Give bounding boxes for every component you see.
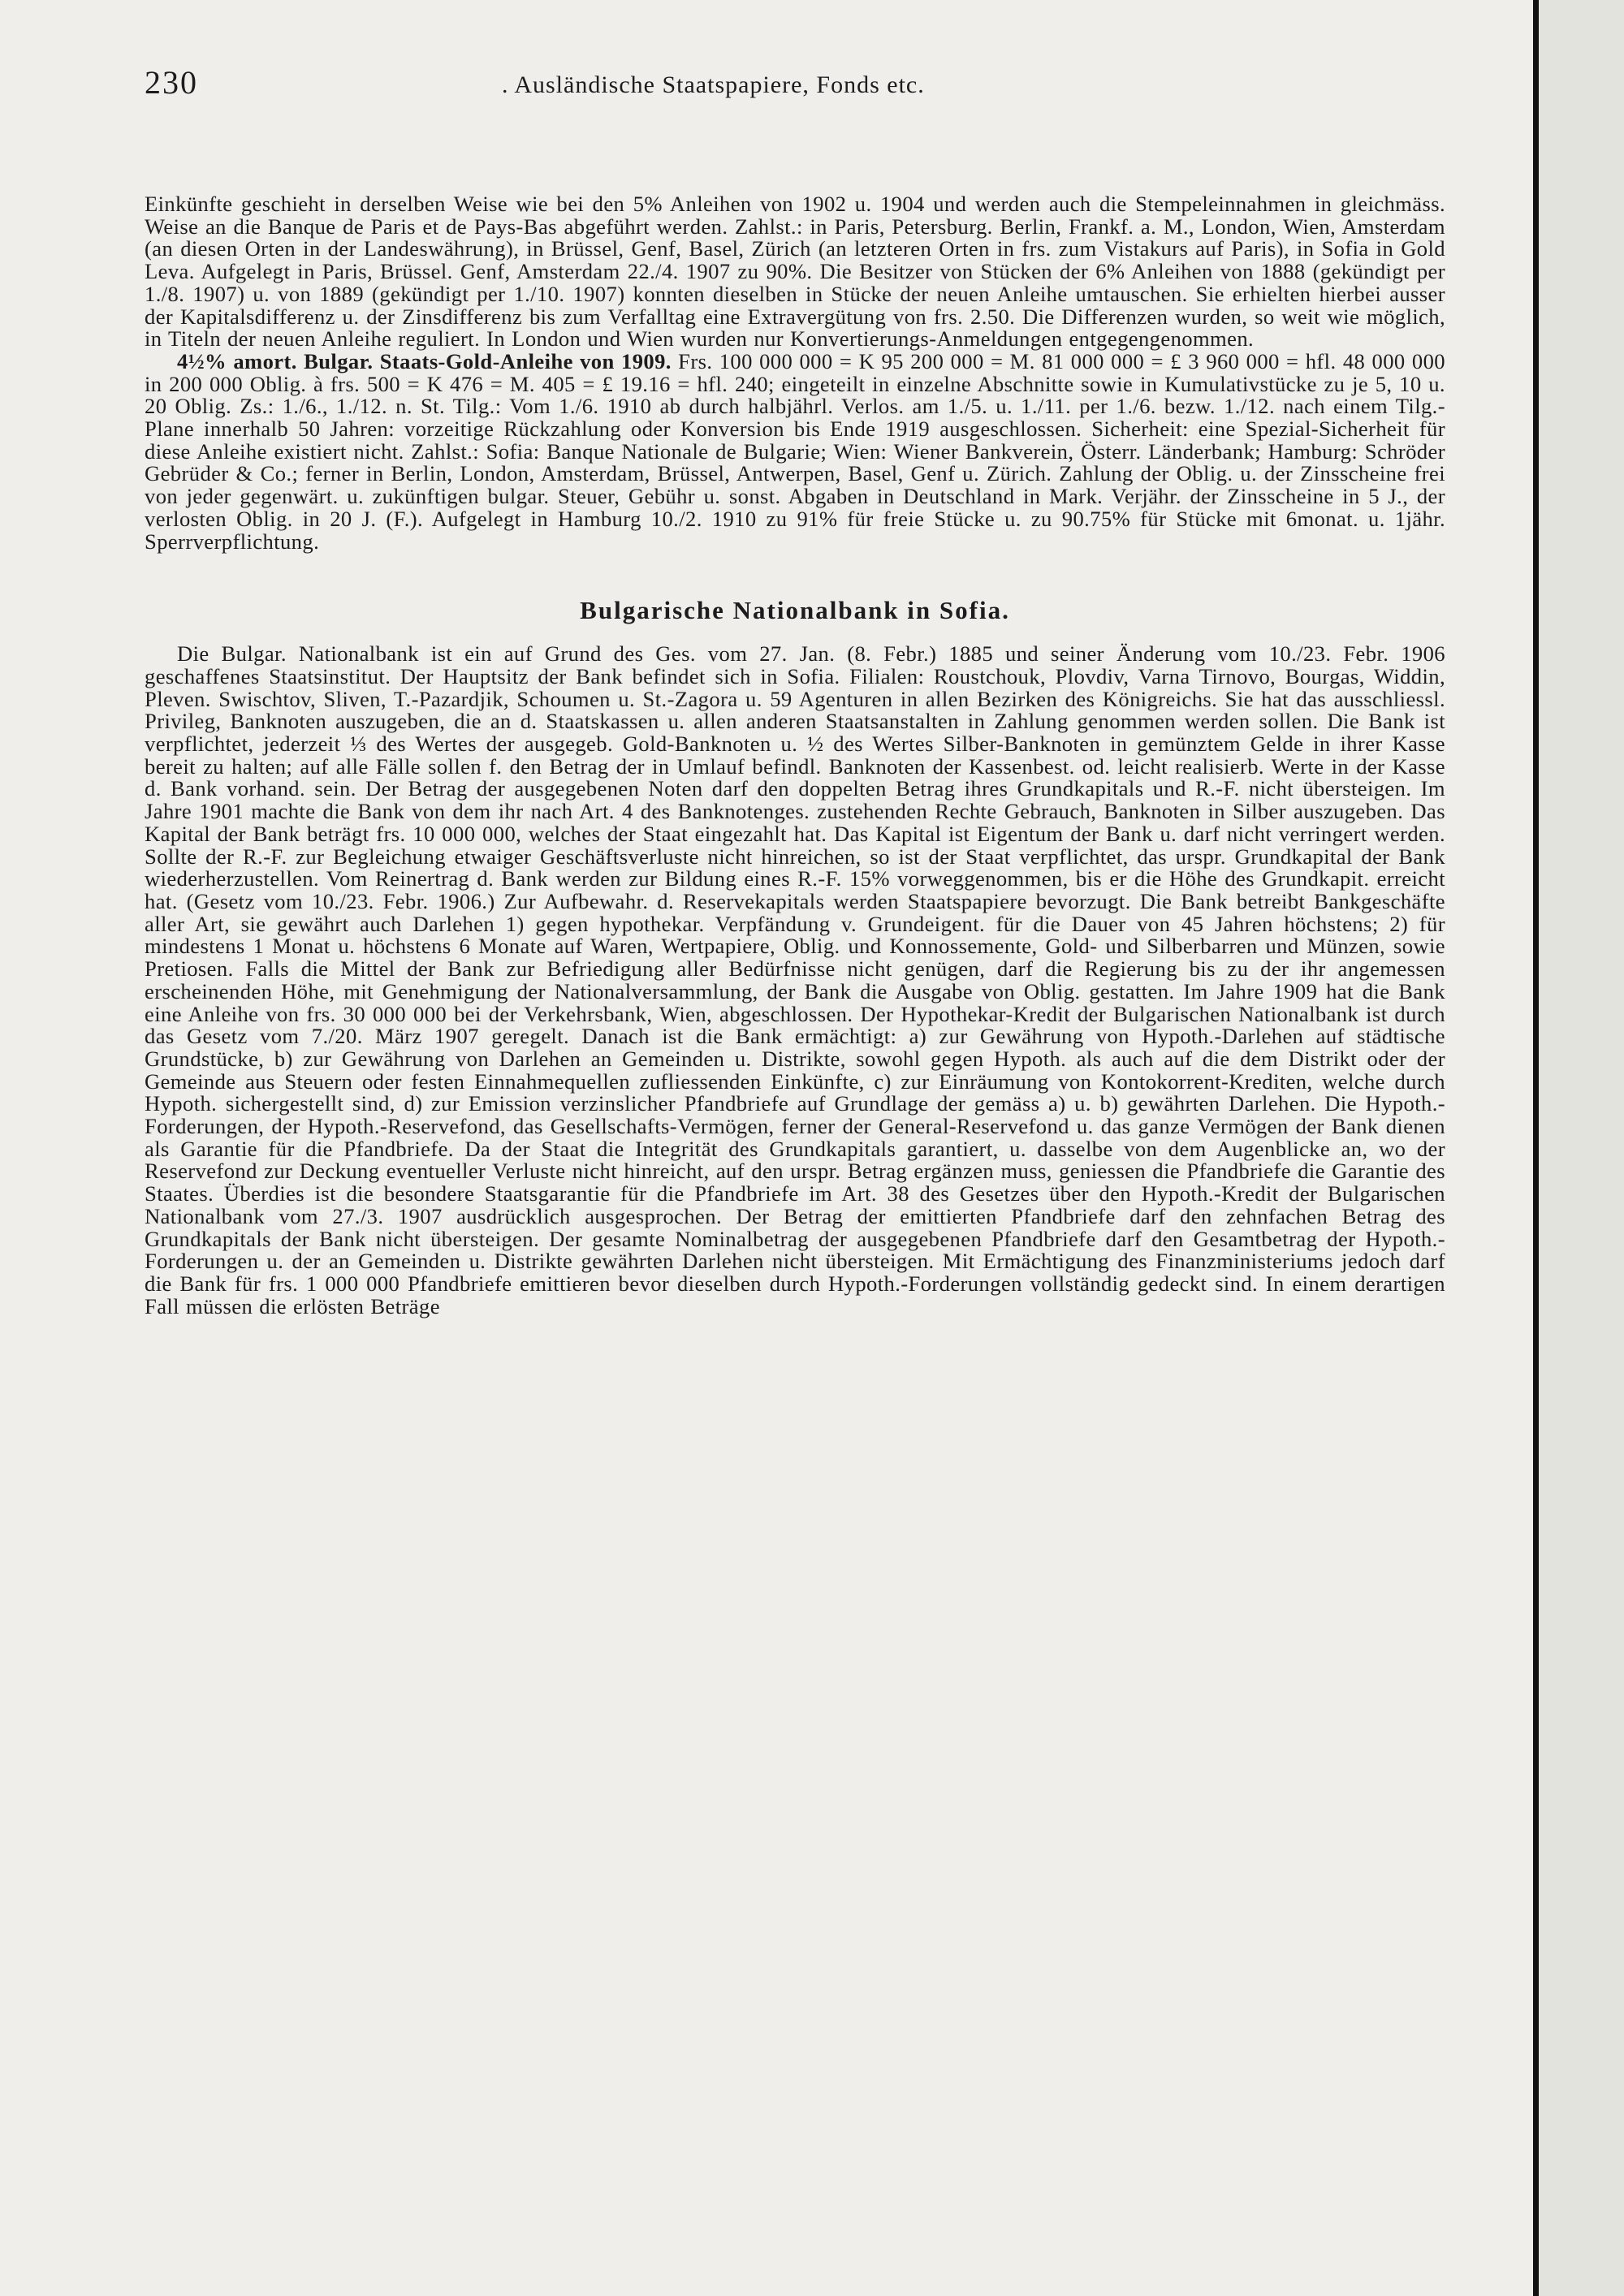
section-heading: Bulgarische Nationalbank in Sofia. <box>580 596 1010 625</box>
page-content <box>145 63 1445 1318</box>
section-body: Die Bulgar. Nationalbank ist ein auf Grund des Ges. vom 27. Jan. (8. Febr.) 1885 und seiner Änderung vom 10./23. Febr. 1906 geschaffenes Staatsinstitut. Der Hauptsitz der Bank befindet sich in Sofia. Filialen: Roustchouk, Plovdiv, Varna Tirnovo, Bourgas, Widdin, Pleven. Swischtov, Sliven, T.-Pazardjik, Schoumen u. St.-Zagora u. 59 Agenturen in allen Bezirken des Königreichs. Sie hat das ausschliessl. Privileg, Banknoten auszugeben, die an d. Staatskassen u. allen anderen Staatsanstalten in Zahlung genommen werden sollen. Die Bank ist verpflichtet, jederzeit ⅓ des Wertes der ausgegeb. Gold-Banknoten u. ½ des Wertes Silber-Banknoten in gemünztem Gelde in ihrer Kasse bereit zu halten; auf alle Fälle sollen f. den Betrag der in Umlauf befindl. Banknoten der Kassenbest. od. leicht realisierb. Werte in der Kasse d. Bank vorhand. sein. Der Betrag der ausgegebenen Noten darf den doppelten Betrag ihres Grundkapitals und R.-F. nicht übersteigen. Im Jahre 1901 machte die Bank von dem ihr nach Art. 4 des Banknotenges. zustehenden Rechte Gebrauch, Banknoten in Silber auszugeben. Das Kapital der Bank beträgt frs. 10 000 000, welches der Staat eingezahlt hat. Das Kapital ist Eigentum der Bank u. darf nicht verringert werden. Sollte der R.-F. zur Begleichung etwaiger Geschäftsverluste nicht hinreichen, so ist der Staat verpflichtet, das urspr. Grundkapital der Bank wiederherzustellen. Vom Reinertrag d. Bank werden zur Bildung eines R.-F. 15% vorweggenommen, bis er die Höhe des Grundkapit. erreicht hat. (Gesetz vom 10./23. Febr. 1906.) Zur Aufbewahr. d. Reservekapitals werden Staatspapiere bevorzugt. Die Bank betreibt Bankgeschäfte aller Art, sie gewährt auch Darlehen 1) gegen hypothekar. Verpfändung v. Grundeigent. für die Dauer von 45 Jahren höchstens; 2) für mindestens 1 Monat u. höchstens 6 Monate auf Waren, Wertpapiere, Oblig. und Konnossemente, Gold- und Silberbarren und Münzen, sowie Pretiosen. Falls die Mittel der Bank zur Befriedigung aller Bedürfnisse nicht genügen, darf die Regierung bis zu der ihr angemessen erscheinenden Höhe, mit Genehmigung der Nationalversammlung, der Bank die Ausgabe von Oblig. gestatten. Im Jahre 1909 hat die Bank eine Anleihe von frs. 30 000 000 bei der Verkehrsbank, Wien, abgeschlossen. Der Hypothekar-Kredit der Bulgarischen Nationalbank ist durch das Gesetz vom 7./20. März 1907 geregelt. Danach ist die Bank ermächtigt: a) zur Gewährung von Hypoth.-Darlehen auf städtische Grundstücke, b) zur Gewährung von Darlehen an Gemeinden u. Distrikte, sowohl gegen Hypoth. als auch auf die dem Distrikt oder der Gemeinde aus Steuern oder festen Einnahmequellen zufliessenden Einkünfte, c) zur Einräumung von Kontokorrent-Krediten, welche durch Hypoth. sichergestellt sind, d) zur Emission verzinslicher Pfandbriefe auf Grundlage der gemäss a) u. b) gewährten Darlehen. Die Hypoth.-Forderungen, der Hypoth.-Reservefond, das Gesellschafts-Vermögen, ferner der General-Reservefond u. das ganze Vermögen der Bank dienen als Garantie für die Pfandbriefe. Da der Staat die Integrität des Grundkapitals garantiert, u. dasselbe von dem Augenblicke an, wo der Reservefond zur Deckung eventueller Verluste nicht hinreicht, auf den urspr. Betrag ergänzen muss, geniessen die Pfandbriefe die Garantie des Staates. Überdies ist die besondere Staatsgarantie für die Pfandbriefe im Art. 38 des Gesetzes über den Hypoth.-Kredit der Bulgarischen Nationalbank vom 27./3. 1907 ausdrücklich ausgesprochen. Der Betrag der emittierten Pfandbriefe darf den zehnfachen Betrag des Grundkapitals der Bank nicht übersteigen. Der gesamte Nominalbetrag der ausgegebenen Pfandbriefe darf den Gesamtbetrag der Hypoth.-Forderungen u. der an Gemeinden u. Distrikte gewährten Darlehen nicht übersteigen. Mit Ermächtigung des Finanzministeriums jedoch darf die Bank für frs. 1 000 000 Pfandbriefe emittieren bevor dieselben durch Hypoth.-Forderungen vollständig gedeckt sind. In einem derartigen Fall müssen die erlösten Beträge <box>145 641 1445 1318</box>
loan-paragraph <box>145 348 1446 554</box>
page-edge-shadow <box>1533 0 1539 2296</box>
loan-title: 4½% amort. Bulgar. Staats-Gold-Anleihe von 1909. <box>177 348 672 373</box>
paragraph-continuation: Einkünfte geschieht in derselben Weise wie bei den 5% Anleihen von 1902 u. 1904 und werden auch die Stempeleinnahmen in gleichmäss. Weise an die Banque de Paris et de Pays-Bas abgeführt werden. Zahlst.: in Paris, Petersburg. Berlin, Frankf. a. M., London, Wien, Amsterdam (an diesen Orten in der Landeswährung), in Brüssel, Genf, Basel, Zürich (an letzteren Orten in frs. zum Vistakurs auf Paris), in Sofia in Gold Leva. Aufgelegt in Paris, Brüssel. Genf, Amsterdam 22./4. 1907 zu 90%. Die Besitzer von Stücken der 6% Anleihen von 1888 (gekündigt per 1./8. 1907) u. von 1889 (gekündigt per 1./10. 1907) konnten dieselben in Stücke der neuen Anleihe umtauschen. Sie erhielten hierbei ausser der Kapitalsdifferenz u. der Zinsdifferenz bis zum Verfalltag eine Extravergütung von frs. 2.50. Die Differenzen wurden, so weit wie möglich, in Titeln der neuen Anleihe reguliert. In London und Wien wurden nur Konvertierungs-Anmeldungen entgegengenommen. <box>145 192 1445 352</box>
running-header <box>145 63 1445 112</box>
page-number: 230 <box>145 64 198 101</box>
running-title: . Ausländische Staatspapiere, Fonds etc. <box>502 71 925 98</box>
loan-body: Frs. 100 000 000 = K 95 200 000 = M. 81 000 000 = £ 3 960 000 = hfl. 48 000 000 in 200 000 Oblig. à frs. 500 = K 476 = M. 405 = £ 19.16 = hfl. 240; eingeteilt in einzelne Abschnitte sowie in Kumulativstücke zu je 5, 10 u. 20 Oblig. Zs.: 1./6., 1./12. n. St. Tilg.: Vom 1./6. 1910 ab durch halbjährl. Verlos. am 1./5. u. 1./11. per 1./6. bezw. 1./12. nach einem Tilg.-Plane innerhalb 50 Jahren: vorzeitige Rückzahlung oder Konversion bis Ende 1919 ausgeschlossen. Sicherheit: eine Spezial-Sicherheit für diese Anleihe existiert nicht. Zahlst.: Sofia: Banque Nationale de Bulgarie; Wien: Wiener Bankverein, Österr. Länderbank; Hamburg: Schröder Gebrüder & Co.; ferner in Berlin, London, Amsterdam, Brüssel, Antwerpen, Basel, Genf u. Zürich. Zahlung der Oblig. u. der Zinsscheine frei von jeder gegenwärt. u. zukünftigen bulgar. Steuer, Gebühr u. sonst. Abgaben in Deutschland in Mark. Verjähr. der Zinsscheine in 5 J., der verlosten Oblig. in 20 J. (F.). Aufgelegt in Hamburg 10./2. 1910 zu 91% für freie Stücke u. zu 90.75% für Stücke mit 6monat. u. 1jähr. Sperrverpflichtung. <box>145 348 1446 554</box>
scan-margin <box>1539 0 1624 2296</box>
main-text <box>145 193 1445 1318</box>
